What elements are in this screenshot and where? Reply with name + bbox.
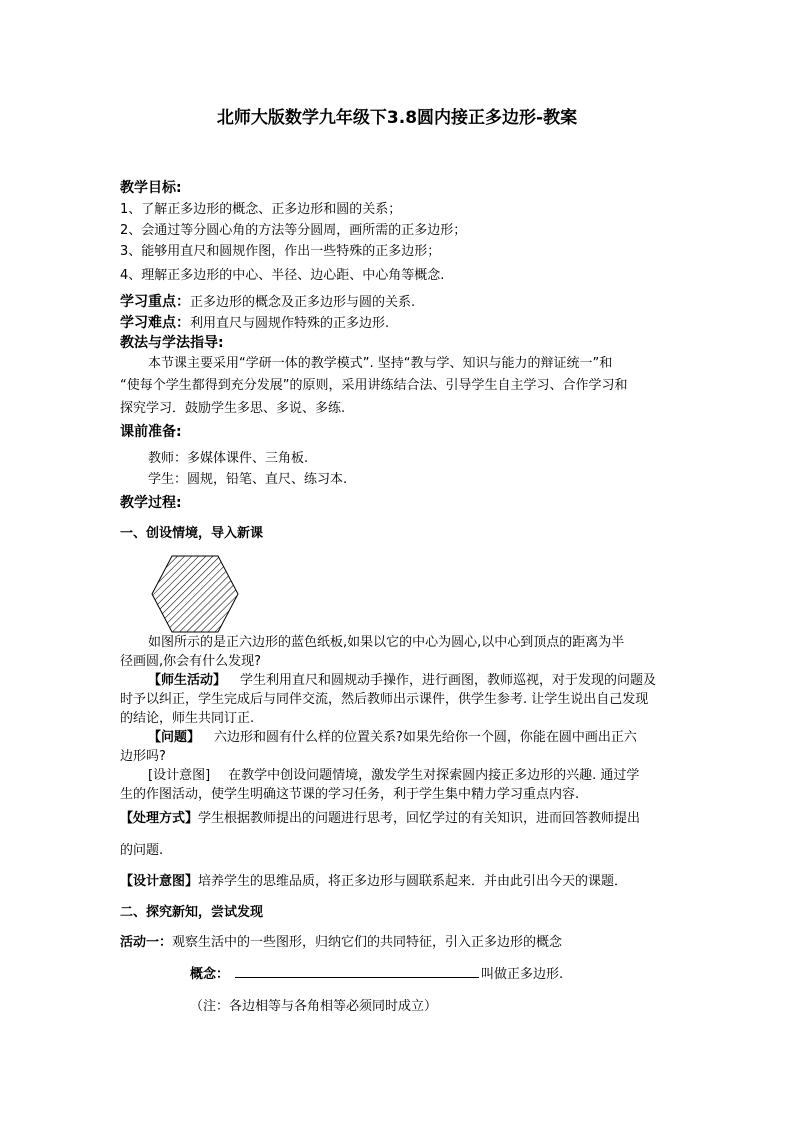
activity-label: 【师生活动】 [148,673,227,688]
intro-line-2: 径画圆,你会有什么发现? [120,654,262,669]
handle-line-2: 的问题. [120,843,164,858]
intro-line-1: 如图所示的是正六边形的蓝色纸板,如果以它的中心为圆心,以中心到顶点的距离为半 [148,635,625,650]
activity-text-1: 学生利用直尺和圆规动手操作，进行画图，教师巡视，对于发现的问题及 [240,673,657,688]
goal-item-1: 1、了解正多边形的概念、正多边形和圆的关系； [120,202,402,217]
concept-suffix: 叫做正多边形. [481,967,564,982]
key-point-line [120,293,415,312]
hexagon-icon [150,555,240,633]
prep-teacher: 教师：多媒体课件、三角板. [148,451,309,466]
method-heading: 教法与学法指导: [120,335,224,351]
handle-text-1: 学生根据教师提出的问题进行思考，回忆学过的有关知识，进而回答教师提出 [198,811,641,826]
activity1-label: 活动一： [120,935,173,950]
handle-label: 【处理方式】 [120,811,199,826]
handle-line-1 [120,810,640,828]
difficulty-text: 利用直尺与圆规作特殊的正多边形. [190,316,390,331]
activity-line-2: 时予以纠正，学生完成后与同伴交流，然后教师出示课件，供学生参考. 让学生说出自己发现 [120,692,649,707]
concept-blank [235,964,479,978]
activity-line-1 [148,672,656,690]
concept-note: （注：各边相等与各角相等必须同时成立） [190,999,438,1014]
goals-heading: 教学目标: [120,180,182,196]
difficulty-label: 学习难点： [120,315,190,331]
goal-item-4: 4、理解正多边形的中心、半径、边心距、中心角等概念. [120,268,445,283]
question-line-1 [148,729,637,747]
activity1-text: 观察生活中的一些图形，归纳它们的共同特征，引入正多边形的概念 [172,935,563,950]
key-point-text: 正多边形的概念及正多边形与圆的关系. [190,295,416,310]
section-2-heading: 二、探究新知，尝试发现 [120,905,264,920]
question-label: 【问题】 [148,730,201,745]
design1-label: [设计意图] [148,768,211,783]
question-text-1: 六边形和圆有什么样的位置关系?如果先给你一个圆，你能在圆中画出正六 [214,730,637,745]
difficulty-line [120,314,389,333]
activity-line-3: 的结论，师生共同订正. [120,711,255,726]
concept-line [190,964,563,984]
design1-text-1: 在教学中创设问题情境，激发学生对探索圆内接正多边形的兴趣. 通过学 [228,768,640,783]
section-1-heading: 一、创设情境，导入新课 [120,526,264,541]
document-title: 北师大版数学九年级下3.8圆内接正多边形-教案 [216,108,578,128]
method-line-3: 探究学习．鼓励学生多思、多说、多练. [120,401,346,416]
prep-heading: 课前准备: [120,424,182,440]
design1-line-1 [148,767,639,785]
key-point-label: 学习重点： [120,294,190,310]
hexagon-figure [150,555,240,633]
method-line-1: 本节课主要采用“学研一体的教学模式”. 坚持“教与学、知识与能力的辩证统一”和 [148,356,613,371]
question-line-2: 边形吗? [120,749,166,764]
design2-label: 【设计意图】 [120,874,199,889]
design1-line-2: 生的作图活动，使学生明确这节课的学习任务，利于学生集中精力学习重点内容. [120,787,580,802]
concept-label: 概念： [190,967,230,982]
process-heading: 教学过程: [120,495,182,511]
design2-line [120,873,627,891]
method-line-2: “使每个学生都得到充分发展”的原则，采用讲练结合法、引导学生自主学习、合作学习和 [120,378,628,393]
activity1-line [120,934,562,952]
goal-item-2: 2、会通过等分圆心角的方法等分圆周，画所需的正多边形； [120,223,467,238]
design2-text: 培养学生的思维品质，将正多边形与圆联系起来．并由此引出今天的课题． [198,874,628,889]
goal-item-3: 3、能够用直尺和圆规作图，作出一些特殊的正多边形； [120,244,441,259]
prep-student: 学生：圆规，铅笔、直尺、练习本. [148,472,348,487]
